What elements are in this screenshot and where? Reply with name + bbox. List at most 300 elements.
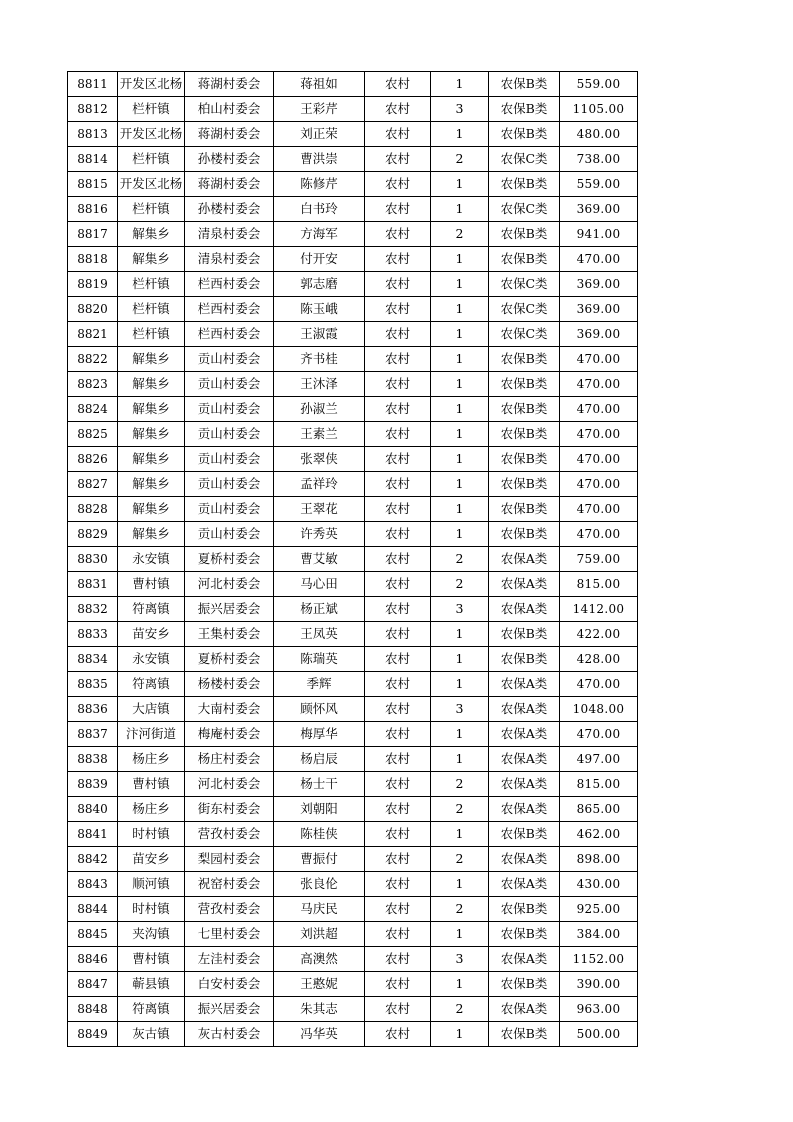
- amount-cell: 865.00: [560, 797, 638, 822]
- town-cell: 符离镇: [118, 597, 185, 622]
- name-cell: 王素兰: [274, 422, 365, 447]
- name-cell: 王淑霞: [274, 322, 365, 347]
- insurance-category-cell: 农保B类: [489, 647, 560, 672]
- people-count-cell: 2: [431, 772, 489, 797]
- people-count-cell: 1: [431, 122, 489, 147]
- name-cell: 孟祥玲: [274, 472, 365, 497]
- household-type-cell: 农村: [365, 247, 431, 272]
- name-cell: 陈玉峨: [274, 297, 365, 322]
- people-count-cell: 1: [431, 722, 489, 747]
- table-row: [68, 647, 638, 672]
- village-committee-cell: 夏桥村委会: [185, 647, 274, 672]
- town-cell: 曹村镇: [118, 947, 185, 972]
- record-number-cell: 8832: [68, 597, 118, 622]
- record-number-cell: 8834: [68, 647, 118, 672]
- insurance-category-cell: 农保A类: [489, 547, 560, 572]
- town-cell: 永安镇: [118, 647, 185, 672]
- village-committee-cell: 营孜村委会: [185, 897, 274, 922]
- people-count-cell: 1: [431, 622, 489, 647]
- village-committee-cell: 河北村委会: [185, 572, 274, 597]
- record-number-cell: 8816: [68, 197, 118, 222]
- village-committee-cell: 祝窑村委会: [185, 872, 274, 897]
- table-row: [68, 547, 638, 572]
- town-cell: 顺河镇: [118, 872, 185, 897]
- record-number-cell: 8813: [68, 122, 118, 147]
- insurance-category-cell: 农保A类: [489, 847, 560, 872]
- table-row: [68, 297, 638, 322]
- table-row: [68, 347, 638, 372]
- record-number-cell: 8826: [68, 447, 118, 472]
- table-row: [68, 997, 638, 1022]
- town-cell: 解集乡: [118, 422, 185, 447]
- insurance-category-cell: 农保B类: [489, 122, 560, 147]
- village-committee-cell: 大南村委会: [185, 697, 274, 722]
- record-number-cell: 8849: [68, 1022, 118, 1047]
- amount-cell: 430.00: [560, 872, 638, 897]
- town-cell: 曹村镇: [118, 572, 185, 597]
- amount-cell: 1048.00: [560, 697, 638, 722]
- insurance-category-cell: 农保B类: [489, 1022, 560, 1047]
- household-type-cell: 农村: [365, 872, 431, 897]
- insurance-category-cell: 农保A类: [489, 997, 560, 1022]
- people-count-cell: 2: [431, 547, 489, 572]
- village-committee-cell: 栏西村委会: [185, 272, 274, 297]
- people-count-cell: 2: [431, 147, 489, 172]
- name-cell: 曹洪崇: [274, 147, 365, 172]
- amount-cell: 500.00: [560, 1022, 638, 1047]
- household-type-cell: 农村: [365, 397, 431, 422]
- people-count-cell: 1: [431, 197, 489, 222]
- town-cell: 时村镇: [118, 822, 185, 847]
- household-type-cell: 农村: [365, 547, 431, 572]
- record-number-cell: 8827: [68, 472, 118, 497]
- people-count-cell: 3: [431, 597, 489, 622]
- insurance-category-cell: 农保A类: [489, 797, 560, 822]
- town-cell: 解集乡: [118, 522, 185, 547]
- name-cell: 杨启辰: [274, 747, 365, 772]
- name-cell: 许秀英: [274, 522, 365, 547]
- amount-cell: 963.00: [560, 997, 638, 1022]
- people-count-cell: 1: [431, 297, 489, 322]
- record-number-cell: 8848: [68, 997, 118, 1022]
- people-count-cell: 1: [431, 1022, 489, 1047]
- table-row: [68, 122, 638, 147]
- name-cell: 方海军: [274, 222, 365, 247]
- village-committee-cell: 贡山村委会: [185, 472, 274, 497]
- village-committee-cell: 王集村委会: [185, 622, 274, 647]
- name-cell: 郭志磨: [274, 272, 365, 297]
- village-committee-cell: 七里村委会: [185, 922, 274, 947]
- record-number-cell: 8819: [68, 272, 118, 297]
- people-count-cell: 1: [431, 422, 489, 447]
- insurance-category-cell: 农保C类: [489, 297, 560, 322]
- household-type-cell: 农村: [365, 422, 431, 447]
- household-type-cell: 农村: [365, 97, 431, 122]
- town-cell: 大店镇: [118, 697, 185, 722]
- record-number-cell: 8838: [68, 747, 118, 772]
- table-row: [68, 672, 638, 697]
- insurance-category-cell: 农保B类: [489, 172, 560, 197]
- household-type-cell: 农村: [365, 322, 431, 347]
- insurance-category-cell: 农保A类: [489, 722, 560, 747]
- name-cell: 马庆民: [274, 897, 365, 922]
- insurance-category-cell: 农保B类: [489, 397, 560, 422]
- household-type-cell: 农村: [365, 847, 431, 872]
- name-cell: 曹振付: [274, 847, 365, 872]
- people-count-cell: 1: [431, 972, 489, 997]
- village-committee-cell: 白安村委会: [185, 972, 274, 997]
- name-cell: 王沐泽: [274, 372, 365, 397]
- record-number-cell: 8840: [68, 797, 118, 822]
- village-committee-cell: 杨楼村委会: [185, 672, 274, 697]
- household-type-cell: 农村: [365, 722, 431, 747]
- amount-cell: 815.00: [560, 572, 638, 597]
- household-type-cell: 农村: [365, 172, 431, 197]
- table-row: [68, 947, 638, 972]
- amount-cell: 390.00: [560, 972, 638, 997]
- amount-cell: 1152.00: [560, 947, 638, 972]
- insurance-category-cell: 农保C类: [489, 272, 560, 297]
- record-number-cell: 8846: [68, 947, 118, 972]
- household-type-cell: 农村: [365, 647, 431, 672]
- name-cell: 王翠花: [274, 497, 365, 522]
- town-cell: 开发区北杨: [118, 72, 185, 97]
- table-row: [68, 247, 638, 272]
- household-type-cell: 农村: [365, 947, 431, 972]
- people-count-cell: 1: [431, 397, 489, 422]
- insurance-category-cell: 农保B类: [489, 97, 560, 122]
- people-count-cell: 1: [431, 872, 489, 897]
- amount-cell: 470.00: [560, 422, 638, 447]
- name-cell: 张良伦: [274, 872, 365, 897]
- town-cell: 灰古镇: [118, 1022, 185, 1047]
- name-cell: 季辉: [274, 672, 365, 697]
- people-count-cell: 1: [431, 247, 489, 272]
- village-committee-cell: 贡山村委会: [185, 422, 274, 447]
- people-count-cell: 1: [431, 922, 489, 947]
- amount-cell: 759.00: [560, 547, 638, 572]
- table-row: [68, 272, 638, 297]
- record-number-cell: 8825: [68, 422, 118, 447]
- record-number-cell: 8844: [68, 897, 118, 922]
- town-cell: 栏杆镇: [118, 322, 185, 347]
- village-committee-cell: 梅庵村委会: [185, 722, 274, 747]
- household-type-cell: 农村: [365, 447, 431, 472]
- table-row: [68, 147, 638, 172]
- town-cell: 栏杆镇: [118, 197, 185, 222]
- name-cell: 陈瑞英: [274, 647, 365, 672]
- town-cell: 栏杆镇: [118, 297, 185, 322]
- record-number-cell: 8833: [68, 622, 118, 647]
- village-committee-cell: 柏山村委会: [185, 97, 274, 122]
- record-number-cell: 8814: [68, 147, 118, 172]
- record-number-cell: 8829: [68, 522, 118, 547]
- amount-cell: 559.00: [560, 172, 638, 197]
- town-cell: 杨庄乡: [118, 747, 185, 772]
- village-committee-cell: 栏西村委会: [185, 322, 274, 347]
- table-row: [68, 172, 638, 197]
- town-cell: 解集乡: [118, 372, 185, 397]
- household-type-cell: 农村: [365, 297, 431, 322]
- people-count-cell: 3: [431, 97, 489, 122]
- insurance-category-cell: 农保B类: [489, 372, 560, 397]
- village-committee-cell: 贡山村委会: [185, 397, 274, 422]
- village-committee-cell: 贡山村委会: [185, 347, 274, 372]
- household-type-cell: 农村: [365, 622, 431, 647]
- household-type-cell: 农村: [365, 822, 431, 847]
- insurance-category-cell: 农保C类: [489, 322, 560, 347]
- table-row: [68, 847, 638, 872]
- amount-cell: 1412.00: [560, 597, 638, 622]
- table-row: [68, 872, 638, 897]
- amount-cell: 470.00: [560, 472, 638, 497]
- household-type-cell: 农村: [365, 372, 431, 397]
- insurance-category-cell: 农保A类: [489, 947, 560, 972]
- household-type-cell: 农村: [365, 1022, 431, 1047]
- amount-cell: 815.00: [560, 772, 638, 797]
- name-cell: 白书玲: [274, 197, 365, 222]
- village-committee-cell: 蒋湖村委会: [185, 172, 274, 197]
- insurance-category-cell: 农保A类: [489, 572, 560, 597]
- village-committee-cell: 梨园村委会: [185, 847, 274, 872]
- household-type-cell: 农村: [365, 922, 431, 947]
- town-cell: 栏杆镇: [118, 97, 185, 122]
- table-row: [68, 747, 638, 772]
- people-count-cell: 1: [431, 272, 489, 297]
- record-number-cell: 8824: [68, 397, 118, 422]
- town-cell: 解集乡: [118, 447, 185, 472]
- name-cell: 王彩芹: [274, 97, 365, 122]
- town-cell: 杨庄乡: [118, 797, 185, 822]
- amount-cell: 369.00: [560, 197, 638, 222]
- table-row: [68, 397, 638, 422]
- insurance-category-cell: 农保A类: [489, 747, 560, 772]
- town-cell: 解集乡: [118, 347, 185, 372]
- name-cell: 马心田: [274, 572, 365, 597]
- amount-cell: 470.00: [560, 722, 638, 747]
- insurance-category-cell: 农保B类: [489, 422, 560, 447]
- village-committee-cell: 蒋湖村委会: [185, 72, 274, 97]
- people-count-cell: 1: [431, 347, 489, 372]
- town-cell: 解集乡: [118, 222, 185, 247]
- people-count-cell: 1: [431, 322, 489, 347]
- household-type-cell: 农村: [365, 747, 431, 772]
- name-cell: 王憨妮: [274, 972, 365, 997]
- town-cell: 符离镇: [118, 997, 185, 1022]
- insurance-category-cell: 农保A类: [489, 872, 560, 897]
- record-number-cell: 8830: [68, 547, 118, 572]
- town-cell: 时村镇: [118, 897, 185, 922]
- table-row: [68, 897, 638, 922]
- people-count-cell: 1: [431, 472, 489, 497]
- amount-cell: 470.00: [560, 522, 638, 547]
- record-number-cell: 8837: [68, 722, 118, 747]
- people-count-cell: 1: [431, 72, 489, 97]
- amount-cell: 925.00: [560, 897, 638, 922]
- village-committee-cell: 左洼村委会: [185, 947, 274, 972]
- village-committee-cell: 清泉村委会: [185, 247, 274, 272]
- name-cell: 朱其志: [274, 997, 365, 1022]
- household-type-cell: 农村: [365, 522, 431, 547]
- record-number-cell: 8842: [68, 847, 118, 872]
- table-row: [68, 572, 638, 597]
- town-cell: 夹沟镇: [118, 922, 185, 947]
- people-count-cell: 1: [431, 447, 489, 472]
- record-number-cell: 8836: [68, 697, 118, 722]
- town-cell: 永安镇: [118, 547, 185, 572]
- insurance-category-cell: 农保B类: [489, 897, 560, 922]
- town-cell: 栏杆镇: [118, 147, 185, 172]
- insurance-category-cell: 农保A类: [489, 597, 560, 622]
- amount-cell: 497.00: [560, 747, 638, 772]
- household-type-cell: 农村: [365, 347, 431, 372]
- people-count-cell: 1: [431, 522, 489, 547]
- village-committee-cell: 孙楼村委会: [185, 147, 274, 172]
- insurance-category-cell: 农保B类: [489, 222, 560, 247]
- amount-cell: 1105.00: [560, 97, 638, 122]
- village-committee-cell: 杨庄村委会: [185, 747, 274, 772]
- record-number-cell: 8822: [68, 347, 118, 372]
- name-cell: 冯华英: [274, 1022, 365, 1047]
- household-type-cell: 农村: [365, 597, 431, 622]
- amount-cell: 384.00: [560, 922, 638, 947]
- town-cell: 解集乡: [118, 397, 185, 422]
- household-type-cell: 农村: [365, 972, 431, 997]
- village-committee-cell: 贡山村委会: [185, 372, 274, 397]
- amount-cell: 470.00: [560, 447, 638, 472]
- town-cell: 开发区北杨: [118, 122, 185, 147]
- table-row: [68, 447, 638, 472]
- town-cell: 蕲县镇: [118, 972, 185, 997]
- people-count-cell: 3: [431, 697, 489, 722]
- town-cell: 苗安乡: [118, 847, 185, 872]
- village-committee-cell: 河北村委会: [185, 772, 274, 797]
- record-number-cell: 8815: [68, 172, 118, 197]
- insurance-category-cell: 农保B类: [489, 247, 560, 272]
- village-committee-cell: 振兴居委会: [185, 997, 274, 1022]
- village-committee-cell: 贡山村委会: [185, 447, 274, 472]
- amount-cell: 422.00: [560, 622, 638, 647]
- table-row: [68, 322, 638, 347]
- household-type-cell: 农村: [365, 72, 431, 97]
- record-number-cell: 8843: [68, 872, 118, 897]
- record-number-cell: 8818: [68, 247, 118, 272]
- amount-cell: 369.00: [560, 322, 638, 347]
- insurance-category-cell: 农保B类: [489, 72, 560, 97]
- household-type-cell: 农村: [365, 797, 431, 822]
- insurance-category-cell: 农保A类: [489, 697, 560, 722]
- household-type-cell: 农村: [365, 497, 431, 522]
- town-cell: 曹村镇: [118, 772, 185, 797]
- amount-cell: 480.00: [560, 122, 638, 147]
- insurance-category-cell: 农保A类: [489, 672, 560, 697]
- household-type-cell: 农村: [365, 997, 431, 1022]
- household-type-cell: 农村: [365, 772, 431, 797]
- town-cell: 开发区北杨: [118, 172, 185, 197]
- household-type-cell: 农村: [365, 197, 431, 222]
- amount-cell: 898.00: [560, 847, 638, 872]
- table-row: [68, 222, 638, 247]
- amount-cell: 470.00: [560, 497, 638, 522]
- table-row: [68, 797, 638, 822]
- amount-cell: 941.00: [560, 222, 638, 247]
- amount-cell: 470.00: [560, 397, 638, 422]
- people-count-cell: 2: [431, 997, 489, 1022]
- record-number-cell: 8820: [68, 297, 118, 322]
- table-row: [68, 372, 638, 397]
- amount-cell: 470.00: [560, 672, 638, 697]
- people-count-cell: 1: [431, 672, 489, 697]
- table-row: [68, 622, 638, 647]
- people-count-cell: 1: [431, 647, 489, 672]
- table-body: [68, 72, 638, 1047]
- people-count-cell: 2: [431, 797, 489, 822]
- name-cell: 杨正斌: [274, 597, 365, 622]
- village-committee-cell: 栏西村委会: [185, 297, 274, 322]
- people-count-cell: 2: [431, 847, 489, 872]
- record-number-cell: 8841: [68, 822, 118, 847]
- record-number-cell: 8845: [68, 922, 118, 947]
- name-cell: 张翠侠: [274, 447, 365, 472]
- household-type-cell: 农村: [365, 897, 431, 922]
- table-row: [68, 72, 638, 97]
- people-count-cell: 2: [431, 572, 489, 597]
- people-count-cell: 1: [431, 747, 489, 772]
- people-count-cell: 3: [431, 947, 489, 972]
- village-committee-cell: 街东村委会: [185, 797, 274, 822]
- amount-cell: 470.00: [560, 347, 638, 372]
- table-row: [68, 1022, 638, 1047]
- amount-cell: 470.00: [560, 247, 638, 272]
- table-row: [68, 972, 638, 997]
- insurance-category-cell: 农保A类: [489, 772, 560, 797]
- insurance-category-cell: 农保B类: [489, 447, 560, 472]
- insurance-category-cell: 农保B类: [489, 822, 560, 847]
- records-table: [67, 71, 638, 1047]
- amount-cell: 369.00: [560, 272, 638, 297]
- insurance-category-cell: 农保B类: [489, 472, 560, 497]
- village-committee-cell: 清泉村委会: [185, 222, 274, 247]
- name-cell: 曹艾敏: [274, 547, 365, 572]
- record-number-cell: 8823: [68, 372, 118, 397]
- village-committee-cell: 贡山村委会: [185, 522, 274, 547]
- name-cell: 刘正荣: [274, 122, 365, 147]
- town-cell: 解集乡: [118, 497, 185, 522]
- name-cell: 蒋祖如: [274, 72, 365, 97]
- name-cell: 齐书桂: [274, 347, 365, 372]
- people-count-cell: 1: [431, 497, 489, 522]
- amount-cell: 559.00: [560, 72, 638, 97]
- amount-cell: 462.00: [560, 822, 638, 847]
- name-cell: 孙淑兰: [274, 397, 365, 422]
- town-cell: 苗安乡: [118, 622, 185, 647]
- record-number-cell: 8835: [68, 672, 118, 697]
- town-cell: 栏杆镇: [118, 272, 185, 297]
- insurance-category-cell: 农保C类: [489, 147, 560, 172]
- table-row: [68, 497, 638, 522]
- table-row: [68, 472, 638, 497]
- name-cell: 杨士干: [274, 772, 365, 797]
- table-row: [68, 922, 638, 947]
- village-committee-cell: 振兴居委会: [185, 597, 274, 622]
- insurance-category-cell: 农保C类: [489, 197, 560, 222]
- household-type-cell: 农村: [365, 222, 431, 247]
- table-row: [68, 422, 638, 447]
- name-cell: 陈修芹: [274, 172, 365, 197]
- village-committee-cell: 灰古村委会: [185, 1022, 274, 1047]
- village-committee-cell: 蒋湖村委会: [185, 122, 274, 147]
- table-row: [68, 772, 638, 797]
